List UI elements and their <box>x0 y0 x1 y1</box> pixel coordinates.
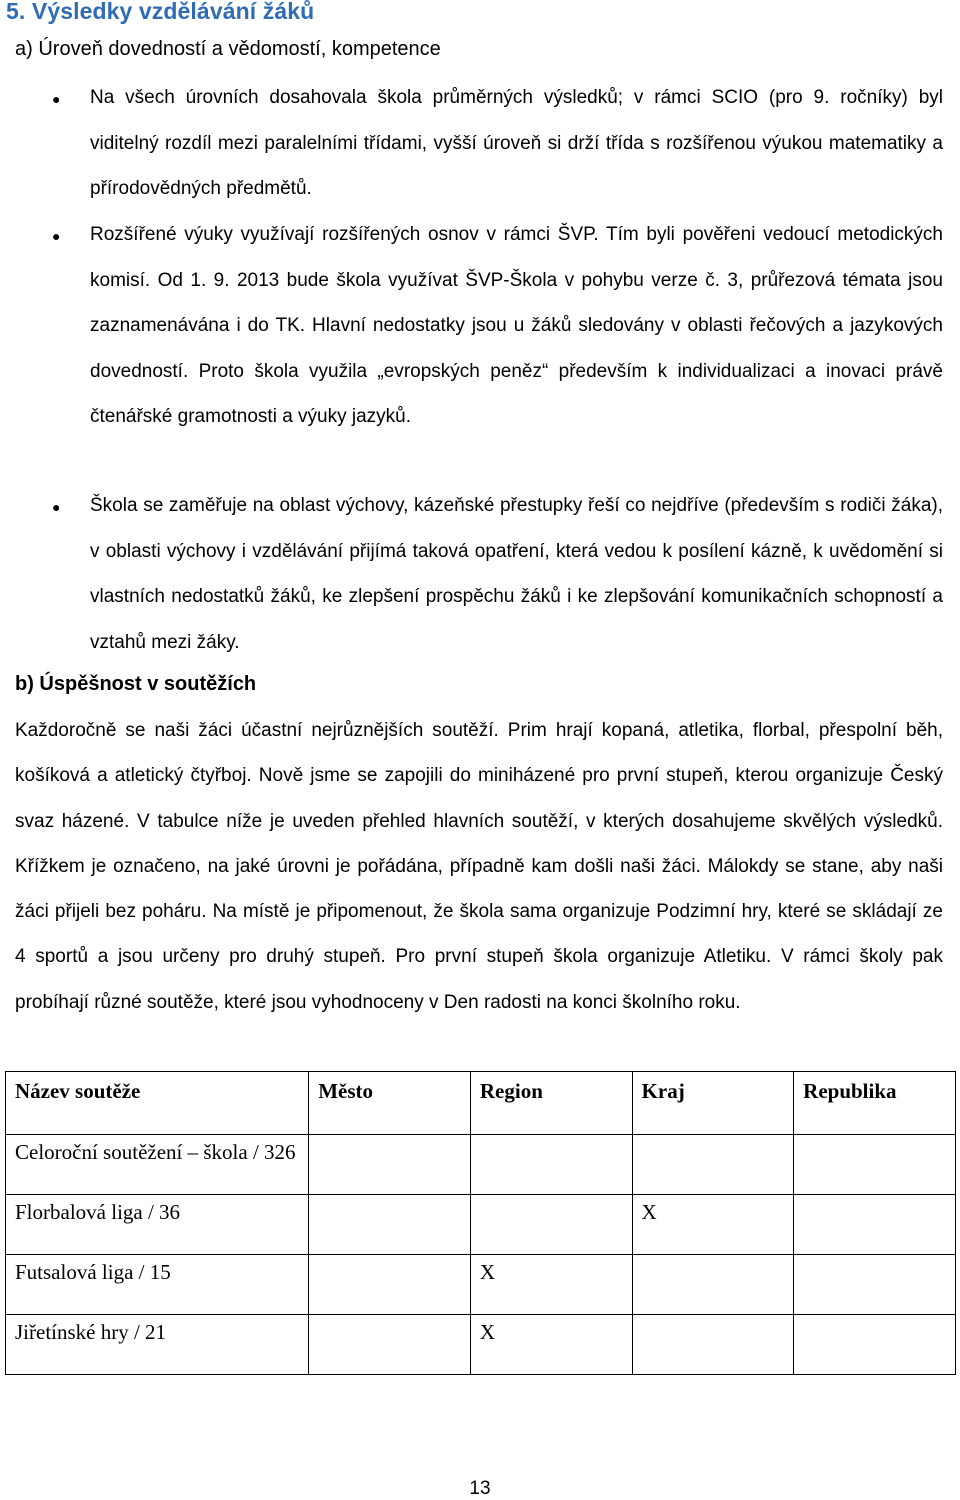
cell-county <box>632 1135 794 1195</box>
page-number: 13 <box>469 1478 491 1499</box>
table-row <box>6 1135 956 1195</box>
table-row <box>6 1195 956 1255</box>
subsection-b-title: b) Úspěšnost v soutěžích <box>15 673 257 695</box>
cell-region: X <box>470 1315 632 1375</box>
cell-city <box>309 1195 471 1255</box>
bullet-text-3: Škola se zaměřuje na oblast výchovy, kázeňské přestupky řeší co nejdříve (především s rodiči žáka), v oblasti výchovy i vzdělávání přijímá taková opatření, která vedou k posílení kázně, k uvědomění si vlastních nedostatků žáků, ke zlepšení prospěchu žáků i ke zlepšování komunikačních schopností a vztahů mezi žáky. <box>90 495 943 653</box>
cell-region <box>470 1195 632 1255</box>
competitions-paragraph: Každoročně se naši žáci účastní nejrůznějších soutěží. Prim hrají kopaná, atletika, florbal, přespolní běh, košíková a atletický čtyřboj. Nově jsme se zapojili do miniházené pro první stupeň, kterou organizuje Český svaz házené. V tabulce níže je uveden přehled hlavních soutěží, v kterých dosahujeme skvělých výsledků. Křížkem je označeno, na jaké úrovni je pořádána, případně kam došli naši žáci. Málokdy se stane, aby naši žáci přijeli bez poháru. Na místě je připomenout, že škola sama organizuje Podzimní hry, které se skládají ze 4 sportů a jsou určeny pro druhý stupeň. Pro první stupeň škola organizuje Atletiku. V rámci školy pak probíhají různé soutěže, které jsou vyhodnoceny v Den radosti na konci školního roku. <box>15 720 943 1013</box>
competitions-table <box>5 1071 956 1375</box>
cell-region: X <box>470 1255 632 1315</box>
cell-republic <box>794 1135 956 1195</box>
header-region: Region <box>470 1072 632 1135</box>
cell-republic <box>794 1315 956 1375</box>
bullet-marker: ● <box>52 499 61 515</box>
subsection-a-title: a) Úroveň dovedností a vědomostí, kompetence <box>15 38 441 60</box>
bullet-marker: ● <box>52 228 61 244</box>
competition-name: Florbalová liga / 36 <box>6 1195 309 1255</box>
cell-republic <box>794 1195 956 1255</box>
table-header-row <box>6 1072 956 1135</box>
header-county: Kraj <box>632 1072 794 1135</box>
cell-republic <box>794 1255 956 1315</box>
table-row <box>6 1255 956 1315</box>
section-title: 5. Výsledky vzdělávání žáků <box>6 0 315 24</box>
competition-name: Futsalová liga / 15 <box>6 1255 309 1315</box>
cell-region <box>470 1135 632 1195</box>
bullet-text-2: Rozšířené výuky využívají rozšířených osnov v rámci ŠVP. Tím byli pověřeni vedoucí metodických komisí. Od 1. 9. 2013 bude škola využívat ŠVP-Škola v pohybu verze č. 3, průřezová témata jsou zaznamenávána i do TK. Hlavní nedostatky jsou u žáků sledovány v oblasti řečových a jazykových dovedností. Proto škola využila „evropských peněz“ především k individualizaci a inovaci právě čtenářské gramotnosti a výuky jazyků. <box>90 224 943 428</box>
bullet-marker: ● <box>52 91 61 107</box>
header-city: Město <box>309 1072 471 1135</box>
bullet-text-1: Na všech úrovních dosahovala škola průměrných výsledků; v rámci SCIO (pro 9. ročníky) byl viditelný rozdíl mezi paralelními třídami, vyšší úroveň si drží třída s rozšířenou výukou matematiky a přírodovědných předmětů. <box>90 87 943 200</box>
cell-county <box>632 1315 794 1375</box>
cell-city <box>309 1255 471 1315</box>
header-republic: Republika <box>794 1072 956 1135</box>
cell-city <box>309 1135 471 1195</box>
competition-name: Celoroční soutěžení – škola / 326 <box>6 1135 309 1195</box>
cell-county <box>632 1255 794 1315</box>
cell-city <box>309 1315 471 1375</box>
cell-county: X <box>632 1195 794 1255</box>
table-row <box>6 1315 956 1375</box>
competition-name: Jiřetínské hry / 21 <box>6 1315 309 1375</box>
header-name: Název soutěže <box>6 1072 309 1135</box>
